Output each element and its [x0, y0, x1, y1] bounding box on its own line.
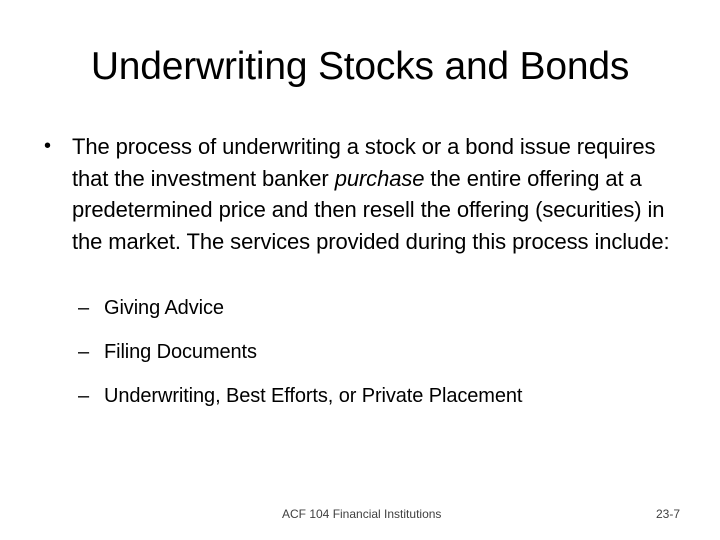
slide-title: Underwriting Stocks and Bonds — [90, 45, 630, 88]
dash-icon: – — [78, 297, 90, 319]
dash-icon: – — [78, 385, 90, 407]
main-bullet-text — [72, 134, 669, 254]
footer-page-number: 23-7 — [655, 507, 680, 521]
dash-icon: – — [78, 341, 90, 363]
main-bullet — [44, 131, 684, 257]
bullet-text-before: The process of underwriting a stock or a bond issue requires that the investment banker — [72, 134, 656, 191]
bullet-icon: • — [44, 135, 51, 157]
sub-bullet-item — [78, 338, 678, 382]
slide-body — [44, 131, 684, 257]
footer-course: ACF 104 Financial Institutions — [282, 507, 442, 521]
sub-bullet-label: Filing Documents — [104, 341, 257, 363]
sub-bullet-item — [78, 382, 678, 426]
sub-bullet-item — [78, 294, 678, 338]
sub-bullet-label: Underwriting, Best Efforts, or Private Placement — [104, 385, 523, 407]
bullet-emphasis: purchase — [334, 165, 425, 191]
sub-bullet-label: Giving Advice — [104, 297, 224, 319]
sub-bullet-list — [78, 294, 678, 426]
bullet-text-after: the entire offering at a predetermined price and then resell the offering (securities) in the market. The services provided during this process include: — [72, 165, 670, 254]
